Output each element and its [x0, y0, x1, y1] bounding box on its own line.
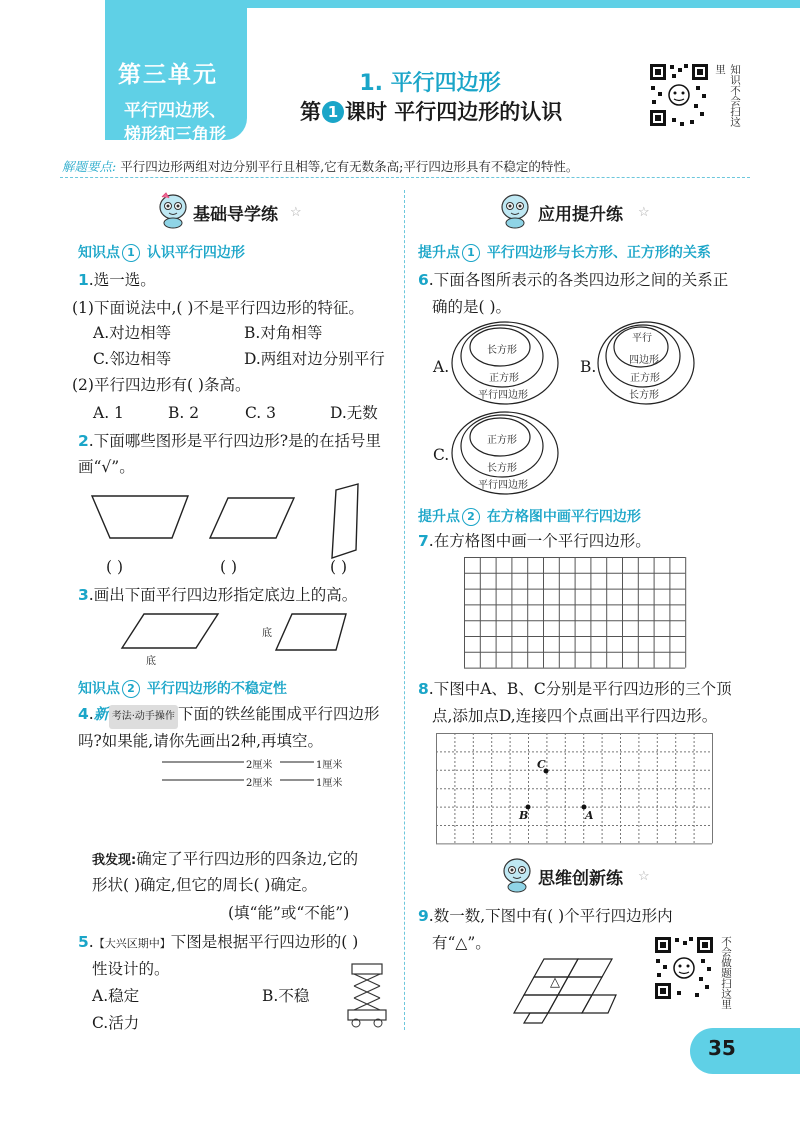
- finding-hint: (填“能”或“不能”): [228, 904, 350, 922]
- q6a-square: 正方形: [489, 373, 519, 384]
- question-8-stem: 8.下图中A、B、C分别是平行四边形的三个顶: [418, 680, 732, 698]
- star-icon: ☆: [638, 869, 650, 884]
- question-text: 选一选。: [93, 271, 156, 289]
- q2-answer-blank-3[interactable]: ( ): [330, 558, 348, 576]
- question-number: 3: [78, 586, 89, 604]
- q1-option-d[interactable]: D.两组对边分别平行: [244, 350, 385, 368]
- finding-line-1: [92, 848, 358, 872]
- base-label-1: 底: [146, 656, 156, 667]
- parallelogram-shape: [210, 498, 294, 538]
- question-number: 2: [78, 432, 89, 450]
- lesson-pre: 第: [300, 100, 321, 124]
- knowledge-point-2: [78, 678, 287, 698]
- hint-text: 平行四边形两组对边分别平行且相等,它有无数条高;平行四边形具有不稳定的特性。: [120, 159, 579, 174]
- question-8-stem-line2: 点,添加点D,连接四个点画出平行四边形。: [432, 707, 718, 725]
- question-2-stem-line2: 画“√”。: [78, 458, 135, 476]
- q6b-para-1: 平行: [632, 333, 652, 344]
- question-5-stem: 5.【大兴区期中】下图是根据平行四边形的( ): [78, 933, 359, 951]
- qr-top-caption: 知识不会扫这里: [714, 64, 741, 127]
- point-b-label: B: [519, 809, 529, 822]
- qr-code-bottom-icon[interactable]: [653, 935, 715, 1001]
- slanted-parallelogram-shape: [332, 484, 358, 558]
- chapter-title: 1. 平行四边形: [359, 71, 501, 96]
- question-text: 下图中A、B、C分别是平行四边形的三个顶: [433, 680, 732, 698]
- q2-answer-blank-2[interactable]: ( ): [220, 558, 238, 576]
- question-number: 8: [418, 680, 429, 698]
- question-2-stem: 2.下面哪些图形是平行四边形?是的在括号里: [78, 432, 382, 450]
- q7-drawing-grid[interactable]: [464, 557, 688, 669]
- question-tag: 考法·动手操作: [109, 705, 178, 729]
- finding-label: 我发现:: [92, 853, 137, 868]
- star-icon: ☆: [638, 205, 650, 220]
- unit-title: 第三单元: [118, 62, 218, 88]
- q6b-square: 正方形: [630, 373, 660, 384]
- hint-line: [62, 157, 578, 175]
- wire-segments: [160, 754, 390, 788]
- question-1-stem: 1.选一选。: [78, 271, 156, 289]
- question-text: 下面的铁丝能围成平行四边形: [177, 705, 380, 723]
- kp-title: 平行四边形与长方形、正方形的关系: [486, 245, 711, 261]
- kp-title: 平行四边形的不稳定性: [146, 681, 287, 697]
- lesson-number: 1: [322, 101, 344, 123]
- segment-label-2cm-a: 2厘米: [246, 760, 273, 771]
- lesson-post: 课时 平行四边形的认识: [345, 100, 563, 124]
- kp-title: 认识平行四边形: [146, 245, 245, 261]
- parallelogram-left-base: [276, 614, 346, 650]
- question-6-stem: 6.下面各图所表示的各类四边形之间的关系正: [418, 271, 729, 289]
- q6-option-a-label[interactable]: A.: [433, 358, 450, 376]
- question-9-stem: 9.数一数,下图中有( )个平行四边形内: [418, 907, 673, 925]
- question-number: 4: [78, 705, 89, 723]
- question-5-stem-line2: 性设计的。: [92, 960, 170, 978]
- q1-option-b[interactable]: B.对角相等: [244, 324, 323, 342]
- question-text: 在方格图中画一个平行四边形。: [433, 532, 651, 550]
- segment-label-1cm-a: 1厘米: [316, 760, 343, 771]
- kp-number: 2: [462, 508, 480, 526]
- q1-option-a[interactable]: A.对边相等: [93, 324, 172, 342]
- trapezoid-shape: [92, 496, 188, 538]
- q2-answer-blank-1[interactable]: ( ): [106, 558, 124, 576]
- question-6-stem-line2[interactable]: 确的是( )。: [432, 298, 512, 316]
- qr-bottom-caption: 不会做题扫这里: [720, 936, 732, 1010]
- q2-shapes: [80, 482, 400, 572]
- q6c-rect: 长方形: [487, 463, 517, 474]
- section-title-basic: 基础导学练: [193, 205, 278, 225]
- lesson-title: [300, 96, 562, 126]
- q1-2-option-c[interactable]: C. 3: [245, 404, 277, 422]
- question-1-part2: (2)平行四边形有( )条高。: [72, 376, 251, 394]
- question-tag: 【大兴区期中】: [93, 937, 171, 950]
- q6a-rect: 长方形: [487, 345, 517, 356]
- mascot-icon: [156, 191, 190, 229]
- question-number: 6: [418, 271, 429, 289]
- kp-label: 知识点: [78, 245, 120, 261]
- improve-point-1: [418, 242, 711, 262]
- q1-option-c[interactable]: C.邻边相等: [93, 350, 172, 368]
- q5-option-a[interactable]: A.稳定: [92, 987, 140, 1005]
- kp-number: 2: [122, 680, 140, 698]
- q6b-rect: 长方形: [629, 390, 659, 401]
- question-text[interactable]: 下图是根据平行四边形的( ): [170, 933, 359, 951]
- knowledge-point-1: [78, 242, 245, 262]
- mascot-icon: [500, 855, 534, 893]
- q6c-para: 平行四边形: [478, 480, 528, 491]
- section-title-thinking: 思维创新练: [538, 869, 623, 889]
- qr-code-top-icon[interactable]: [648, 62, 710, 128]
- point-c-label: C: [537, 758, 546, 771]
- question-4-stem: 4.新 考法·动手操作 下面的铁丝能围成平行四边形: [78, 703, 379, 729]
- finding-line-2[interactable]: 形状( )确定,但它的周长( )确定。: [92, 876, 317, 894]
- section-title-apply: 应用提升练: [538, 205, 623, 225]
- q1-2-option-d[interactable]: D.无数: [330, 404, 378, 422]
- question-text[interactable]: 数一数,下图中有( )个平行四边形内: [433, 907, 673, 925]
- kp-label: 提升点: [418, 509, 460, 525]
- question-1-part1: (1)下面说法中,( )不是平行四边形的特征。: [72, 299, 364, 317]
- triangle-mark: △: [550, 975, 560, 990]
- mascot-icon: [498, 191, 532, 229]
- q1-2-option-a[interactable]: A. 1: [93, 404, 124, 422]
- star-icon: ☆: [290, 205, 302, 220]
- question-number: 7: [418, 532, 429, 550]
- hint-divider: [60, 177, 750, 178]
- question-number: 1: [78, 271, 89, 289]
- column-divider: [404, 190, 405, 1030]
- question-text: 下面各图所表示的各类四边形之间的关系正: [433, 271, 729, 289]
- question-text: 画出下面平行四边形指定底边上的高。: [93, 586, 358, 604]
- page-number-tab: [690, 1028, 800, 1074]
- base-label-2: 底: [262, 628, 272, 639]
- new-badge: 新: [93, 705, 109, 723]
- unit-subtitle-line2: 梯形和三角形: [124, 125, 226, 145]
- kp-number: 1: [122, 244, 140, 262]
- header-top-bar: [247, 0, 800, 8]
- kp-label: 知识点: [78, 681, 120, 697]
- scissor-lift-icon: [344, 960, 390, 1030]
- q6b-para-2: 四边形: [629, 355, 659, 366]
- page-number: 35: [708, 1036, 736, 1060]
- q6a-para: 平行四边形: [478, 390, 528, 401]
- kp-label: 提升点: [418, 245, 460, 261]
- q6-option-c-label[interactable]: C.: [433, 446, 450, 464]
- parallelogram-bottom-base: [122, 614, 218, 648]
- question-number: 5: [78, 933, 89, 951]
- q1-2-option-b[interactable]: B. 2: [168, 404, 200, 422]
- hint-label: 解题要点:: [62, 159, 117, 174]
- q5-option-c[interactable]: C.活力: [92, 1014, 140, 1032]
- question-3-stem: 3.画出下面平行四边形指定底边上的高。: [78, 586, 358, 604]
- q5-option-b[interactable]: B.不稳: [262, 987, 310, 1005]
- unit-subtitle-line1: 平行四边形、: [124, 101, 226, 121]
- q6-option-b-label[interactable]: B.: [580, 358, 597, 376]
- question-text: 下面哪些图形是平行四边形?是的在括号里: [93, 432, 382, 450]
- segment-label-2cm-b: 2厘米: [246, 778, 273, 789]
- question-9-stem-line2: 有“△”。: [432, 934, 491, 952]
- question-7-stem: 7.在方格图中画一个平行四边形。: [418, 532, 651, 550]
- q9-parallelogram-figure: [504, 955, 624, 1027]
- kp-title: 在方格图中画平行四边形: [486, 509, 641, 525]
- improve-point-2: [418, 506, 641, 526]
- q8-points: [436, 733, 714, 845]
- segment-label-1cm-b: 1厘米: [316, 778, 343, 789]
- point-a-label: A: [585, 809, 594, 822]
- question-number: 9: [418, 907, 429, 925]
- kp-number: 1: [462, 244, 480, 262]
- q6c-square: 正方形: [487, 435, 517, 446]
- finding-text: 确定了平行四边形的四条边,它的: [136, 850, 359, 868]
- question-4-stem-line2: 吗?如果能,请你先画出2种,再填空。: [78, 732, 324, 750]
